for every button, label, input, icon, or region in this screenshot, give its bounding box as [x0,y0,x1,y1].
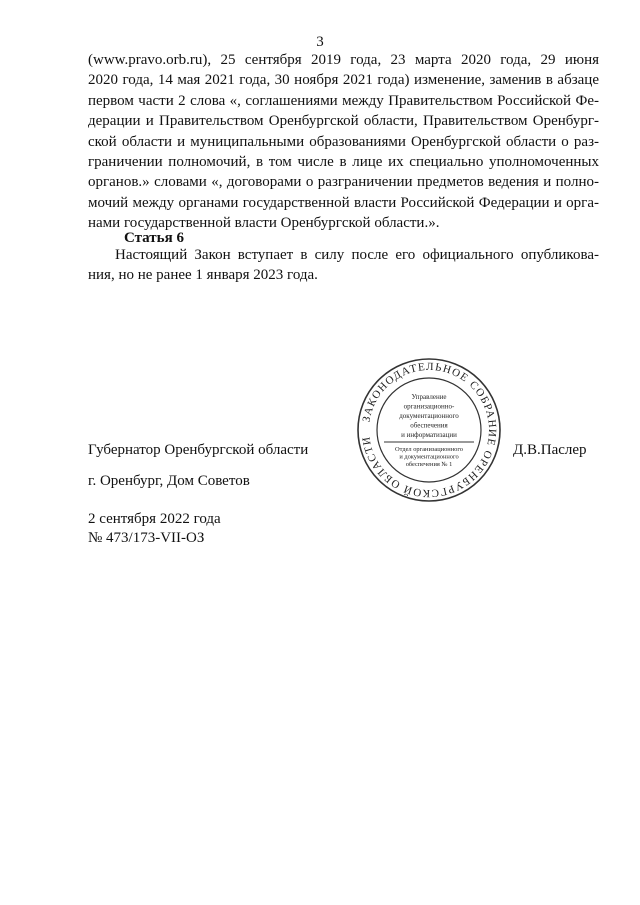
svg-text:ЗАКОНОДАТЕЛЬНОЕ СОБРАНИЕ ОРЕНБ: ЗАКОНОДАТЕЛЬНОЕ СОБРАНИЕ ОРЕНБУРГСКОЙ ОБЛАСТИ [360,360,499,500]
official-stamp [356,357,502,503]
signatory-name: Д.В.Паслер [513,442,587,458]
place-of-signing: г. Оренбург, Дом Советов [88,473,250,489]
text-line: мочий между органами государственной власти Российской Федерации и орга- [88,194,599,211]
paragraph-2 [88,245,599,286]
signatory-position: Губернатор Оренбургской области [88,442,309,458]
page-number: 3 [316,34,324,50]
svg-text:Отдел организационногои докуме: Отдел организационного и документационного обеспечения № 1 [395,446,463,468]
text-line: ской области и муниципальными образованиями Оренбургской области о раз- [88,133,599,150]
text-line: граничении полномочий, в том числе в лице их специально уполномоченных [88,154,599,171]
svg-text:Управлениеорганизационно-докум: Управление организационно-документационного обеспечения и информатизации [399,393,459,439]
paragraph-1 [88,50,599,234]
text-line: органов.» словами «, договорами о разграничении предметов ведения и полно- [88,174,599,191]
text-line: нами государственной власти Оренбургской области.». [88,215,440,232]
text-line: Настоящий Закон вступает в силу после его официального опубликова- [115,247,599,263]
text-line: первом части 2 слова «, соглашениями между Правительством Российской Фе- [88,92,599,109]
article-heading: Статья 6 [124,230,184,246]
signing-date: 2 сентября 2022 года [88,511,221,527]
law-number: № 473/173-VII-ОЗ [88,530,205,546]
text-line: дерации и Правительством Оренбургской области, Правительством Оренбург- [88,113,599,130]
text-line: (www.pravo.orb.ru), 25 сентября 2019 года, 23 марта 2020 года, 29 июня [88,52,599,68]
text-line: 2020 года, 14 мая 2021 года, 30 ноября 2021 года) изменение, заменив в абзаце [88,72,599,89]
text-line: ния, но не ранее 1 января 2023 года. [88,267,318,284]
